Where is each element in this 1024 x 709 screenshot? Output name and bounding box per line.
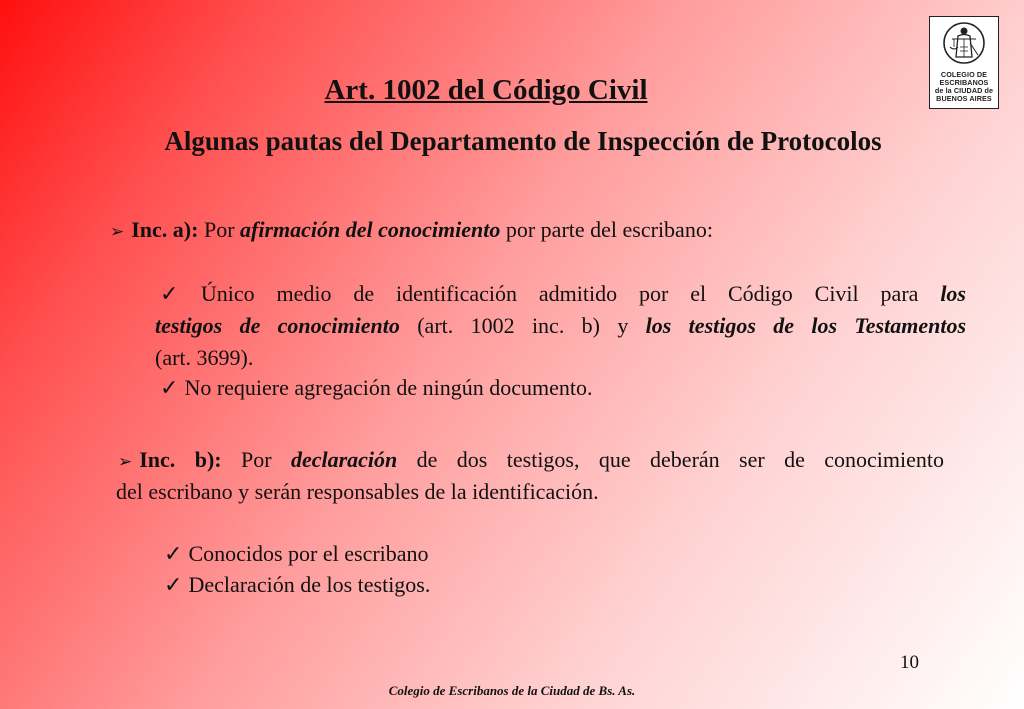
section-b-text-after: de dos testigos, que deberán ser de conocimiento [397, 447, 944, 472]
bullet-emphasis: los testigos de los Testamentos [645, 313, 967, 338]
section-a-text-before: Por [198, 217, 241, 242]
bullet-emphasis: los [940, 281, 966, 306]
bullet-text: (art. 1002 inc. b) y [399, 313, 646, 338]
section-a-heading [110, 214, 713, 248]
bullet-text: Declaración de los testigos. [188, 572, 431, 597]
bullet-emphasis: testigos de conocimiento [155, 313, 400, 338]
check-bullet-icon: ✓ [164, 572, 183, 597]
footer-text: Colegio de Escribanos de la Ciudad de Bs. As. [388, 683, 636, 698]
arrow-bullet-icon: ➢ [110, 222, 125, 241]
logo-line-2: ESCRIBANOS [939, 78, 989, 87]
arrow-bullet-icon: ➢ [118, 452, 133, 471]
slide-title: Art. 1002 del Código Civil [324, 74, 648, 106]
bullet-text: No requiere agregación de ningún documento. [184, 375, 593, 400]
check-bullet-icon: ✓ [160, 281, 195, 306]
section-b-bullet-1 [164, 538, 429, 570]
page-number: 10 [900, 652, 919, 673]
section-a-emphasis: afirmación del conocimiento [240, 217, 501, 242]
logo-line-3: de la CIUDAD de [934, 86, 994, 95]
slide-subtitle: Algunas pautas del Departamento de Inspección de Protocolos [164, 126, 882, 156]
logo-line-1: COLEGIO DE [940, 70, 988, 79]
section-b-label: Inc. b): [139, 447, 222, 472]
bullet-text: Único medio de identificación admitido por el Código Civil para [200, 281, 941, 306]
section-a-bullet-2 [160, 372, 593, 404]
section-b-emphasis: declaración [290, 447, 398, 472]
section-a-bullet-1-line-3: (art. 3699). [155, 345, 254, 370]
section-a-bullet-1-line-2 [155, 310, 966, 342]
section-a-bullet-1-line-1 [160, 278, 966, 310]
section-a-text-after: por parte del escribano: [500, 217, 713, 242]
section-b-heading [118, 444, 944, 478]
section-b-bullet-2 [164, 569, 430, 601]
check-bullet-icon: ✓ [164, 541, 183, 566]
check-bullet-icon: ✓ [160, 375, 179, 400]
section-a-label: Inc. a): [131, 217, 199, 242]
logo-line-4: BUENOS AIRES [936, 94, 992, 103]
section-b-line-2: del escribano y serán responsables de la identificación. [116, 479, 599, 504]
bullet-text: Conocidos por el escribano [188, 541, 429, 566]
section-b-text-before: Por [221, 447, 291, 472]
